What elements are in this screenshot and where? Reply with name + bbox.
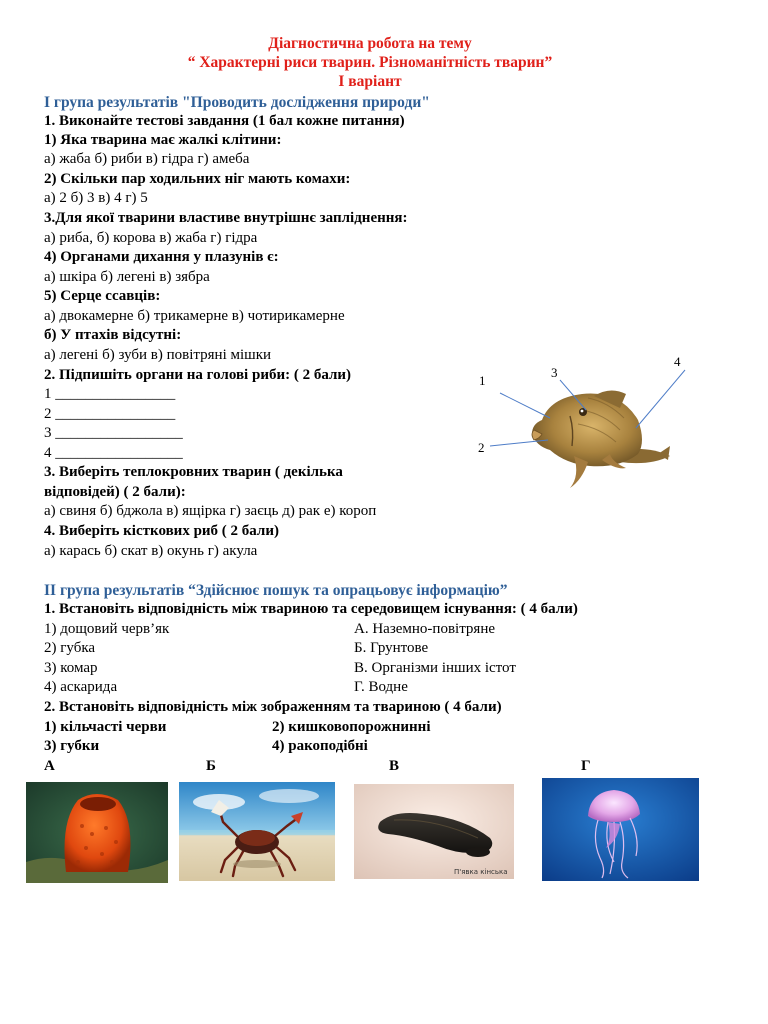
sponge-image <box>26 782 168 883</box>
g2-task2-title: 2. Встановіть відповідність між зображенням та твариною ( 4 бали) <box>44 699 502 715</box>
g2-task1-title: 1. Встановіть відповідність між твариною та середовищем існування: ( 4 бали) <box>44 601 578 617</box>
g1-answers-5: а) двокамерне б) трикамерне в) чотирикамерне <box>44 308 345 324</box>
animal-group-2: 2) кишковопорожнинні <box>272 719 431 735</box>
leech-watermark: П'явка кінська <box>454 868 508 876</box>
document-title: Діагностична робота на тему <box>268 35 472 52</box>
match-left-item: 4) аскарида <box>44 679 118 695</box>
fish-label-3: 3 <box>551 365 558 380</box>
match-left-item: 2) губка <box>44 640 96 656</box>
image-letter-b: Б <box>206 758 216 774</box>
answer-blank-1[interactable]: 1 ________________ <box>44 386 176 402</box>
g1-answers-4: а) шкіра б) легені в) зябра <box>44 269 210 285</box>
g1-task1-title: 1. Виконайте тестові завдання (1 бал кожне питання) <box>44 113 405 129</box>
image-letter-g: Г <box>581 758 591 774</box>
fish-label-4: 4 <box>674 354 681 369</box>
g1-answers-1: а) жаба б) риби в) гідра г) амеба <box>44 151 250 167</box>
g1-question-1: 1) Яка тварина має жалкі клітини: <box>44 132 282 148</box>
g1-answers-2: а) 2 б) 3 в) 4 г) 5 <box>44 190 148 206</box>
g1-question-6: б) У птахів відсутні: <box>44 327 182 343</box>
fish-head-diagram <box>470 350 690 495</box>
match-left-item: 1) дощовий черв’як <box>44 621 170 637</box>
document-subtitle: “ Характерні риси тварин. Різноманітність тварин” <box>187 54 553 71</box>
variant-label: І варіант <box>338 73 402 90</box>
match-right-item: А. Наземно-повітряне <box>354 621 496 637</box>
fish-label-2: 2 <box>478 440 485 455</box>
g1-question-4: 4) Органами дихання у плазунів є: <box>44 249 279 265</box>
animal-group-4: 4) ракоподібні <box>272 738 368 754</box>
g1-task3-title: 3. Виберіть теплокровних тварин ( декілька <box>44 464 343 480</box>
answer-blank-3[interactable]: 3 _________________ <box>44 425 183 441</box>
group1-heading: І група результатів "Проводить дослідження природи" <box>44 94 430 111</box>
leech-image <box>354 784 514 879</box>
animal-group-1: 1) кільчасті черви <box>44 719 167 735</box>
match-right-item: Г. Водне <box>354 679 408 695</box>
g1-task4-title: 4. Виберіть кісткових риб ( 2 бали) <box>44 523 279 539</box>
match-left-item: 3) комар <box>44 660 98 676</box>
jellyfish-image <box>542 778 699 881</box>
fish-image <box>532 390 670 488</box>
animal-group-3: 3) губки <box>44 738 100 754</box>
image-letter-v: В <box>389 758 400 774</box>
match-right-item: В. Організми інших істот <box>354 660 516 676</box>
g1-question-5: 5) Серце ссавців: <box>44 288 161 304</box>
g1-task2-title: 2. Підпишіть органи на голові риби: ( 2 бали) <box>44 367 352 383</box>
group2-heading: ІІ група результатів “Здійснює пошук та опрацьовує інформацію” <box>44 582 508 599</box>
match-right-item: Б. Грунтове <box>354 640 429 656</box>
image-letter-a: А <box>44 758 55 774</box>
g1-question-3: 3.Для якої тварини властиве внутрішнє запліднення: <box>44 210 408 226</box>
fish-label-1: 1 <box>479 373 486 388</box>
crab-image <box>179 782 335 881</box>
g1-task3-title-cont: відповідей) ( 2 бали): <box>44 484 186 500</box>
g1-question-2: 2) Скільки пар ходильних ніг мають комахи: <box>44 171 351 187</box>
g1-task3-answers: а) свиня б) бджола в) ящірка г) заєць д) рак е) короп <box>44 503 377 519</box>
answer-blank-4[interactable]: 4 _________________ <box>44 445 183 461</box>
answer-blank-2[interactable]: 2 ________________ <box>44 406 176 422</box>
g1-task4-answers: а) карась б) скат в) окунь г) акула <box>44 543 258 559</box>
g1-answers-3: а) риба, б) корова в) жаба г) гідра <box>44 230 258 246</box>
g1-answers-6: а) легені б) зуби в) повітряні мішки <box>44 347 272 363</box>
